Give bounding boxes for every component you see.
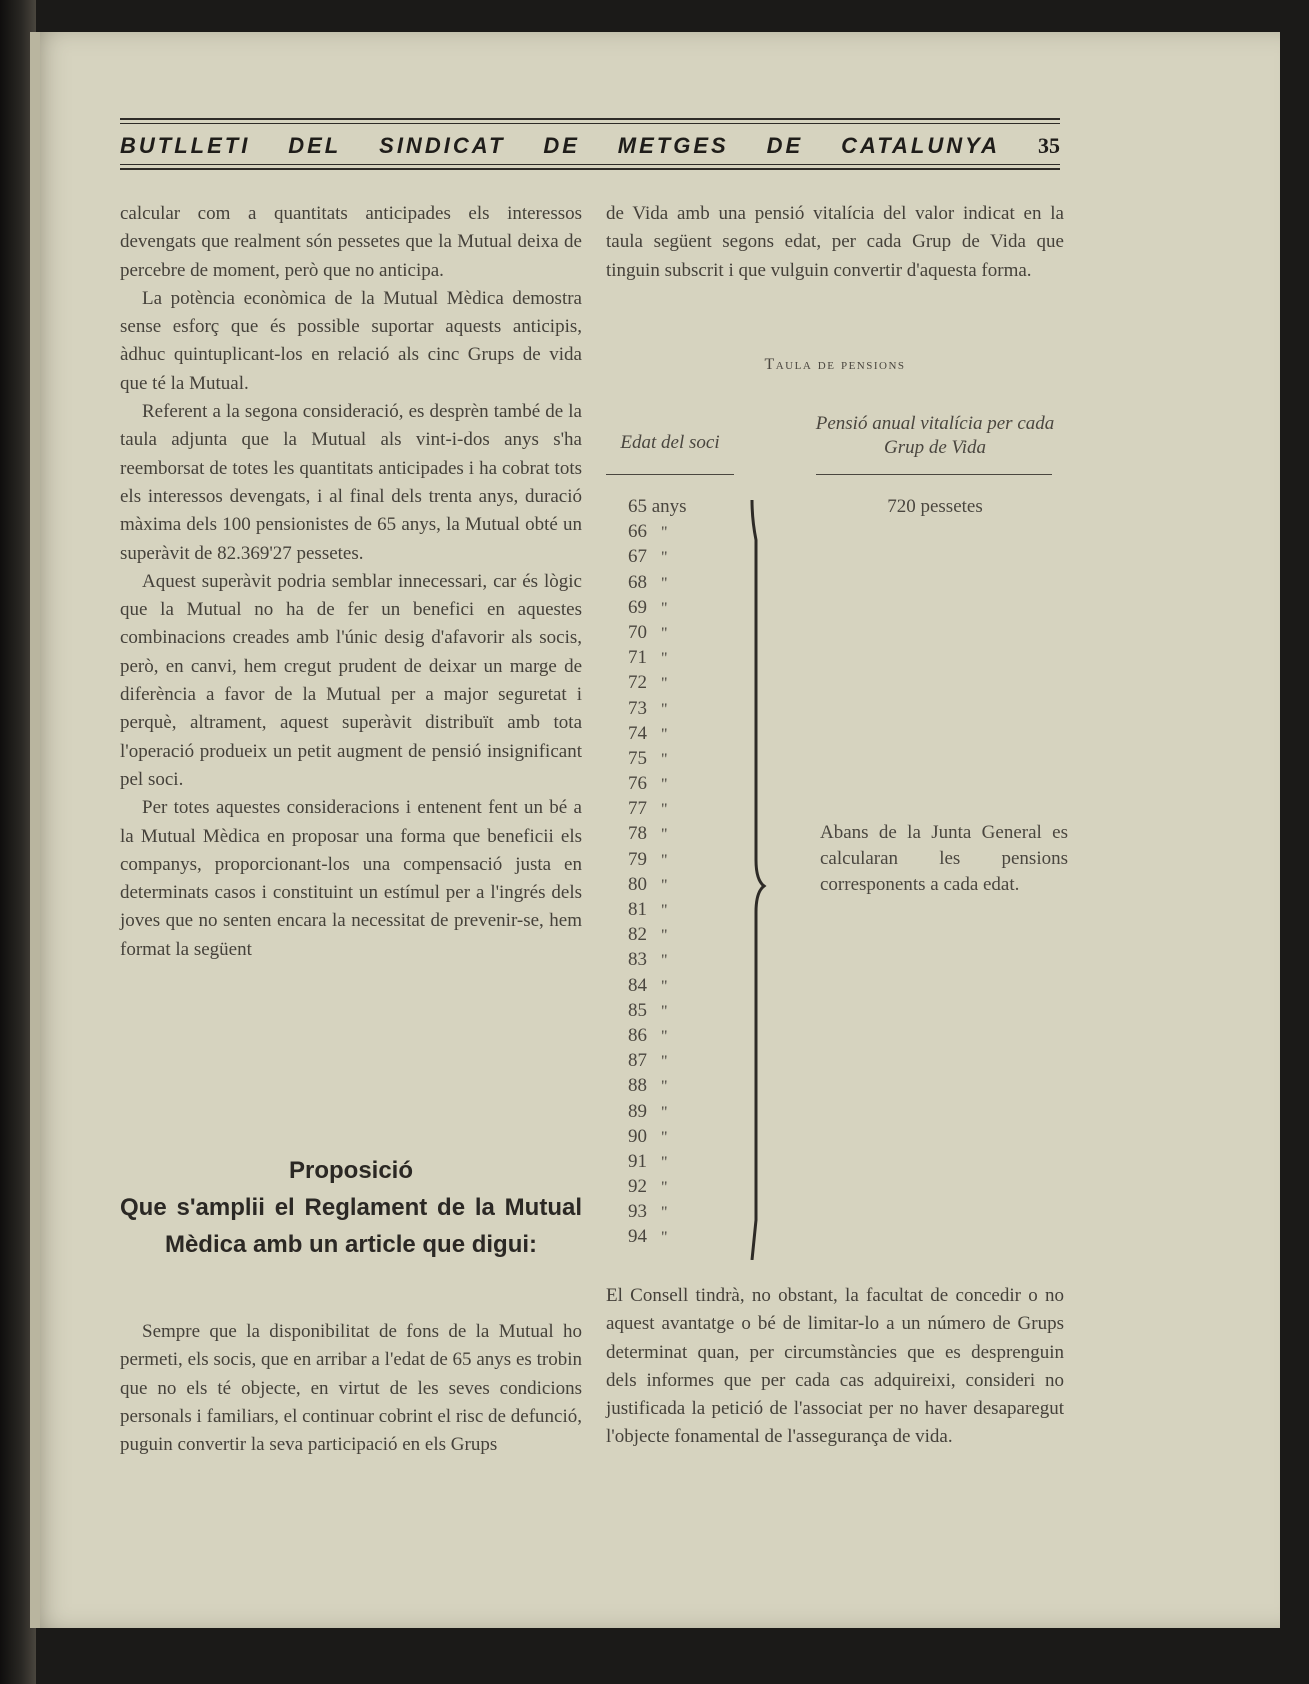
table-note: Abans de la Junta General es calcularan les pensions corresponents a cada edat. <box>820 822 1068 895</box>
age-value: 70 <box>628 621 647 643</box>
ditto-mark: " <box>661 1179 668 1197</box>
age-value: 93 <box>628 1201 647 1223</box>
ditto-mark: " <box>661 1053 668 1071</box>
age-row <box>628 1124 728 1149</box>
age-row <box>628 1073 728 1098</box>
ditto-mark: " <box>661 650 668 668</box>
ditto-mark: " <box>661 524 668 542</box>
ditto-mark: " <box>661 624 668 642</box>
age-value: 88 <box>628 1075 647 1097</box>
ditto-mark: " <box>661 776 668 794</box>
age-row <box>628 570 728 595</box>
age-value: 73 <box>628 697 647 719</box>
ditto-mark: " <box>661 1103 668 1121</box>
ditto-mark: " <box>661 1128 668 1146</box>
header-word: METGES <box>617 133 729 158</box>
age-row <box>628 696 728 721</box>
age-row <box>628 897 728 922</box>
age-row <box>628 721 728 746</box>
header-rule-top-thin <box>120 123 1060 124</box>
age-value: 68 <box>628 571 647 593</box>
age-value: 84 <box>628 974 647 996</box>
page-edge <box>30 32 40 1628</box>
age-row <box>628 1174 728 1199</box>
table-header-rule <box>606 474 734 475</box>
ditto-mark: " <box>661 851 668 869</box>
age-value: 76 <box>628 773 647 795</box>
age-row <box>628 872 728 897</box>
ditto-mark: " <box>661 1027 668 1045</box>
age-value: 92 <box>628 1176 647 1198</box>
age-row <box>628 947 728 972</box>
header-word: DE <box>543 133 580 158</box>
age-row <box>628 645 728 670</box>
header-word: BUTLLETI <box>120 133 251 158</box>
age-value: 80 <box>628 873 647 895</box>
ditto-mark: " <box>661 952 668 970</box>
paragraph: Aquest superàvit podria semblar innecessari, car és lògic que la Mutual no ha de fer un benefici en aquestes combinacions creades amb l'únic desig d'afavorir als socis, però, en canvi, hem cregut prudent de deixar un marge de diferència a favor de la Mutual per a major seguretat i perquè, altrament, aquest superàvit distribuït amb tota l'operació produeix un petit augment de pensió insignificant pel soci. <box>120 570 582 790</box>
age-row <box>628 746 728 771</box>
age-value: 71 <box>628 647 647 669</box>
ditto-mark: " <box>661 700 668 718</box>
right-column-bottom <box>606 1282 1064 1452</box>
ditto-mark: " <box>661 1229 668 1247</box>
header-word: DE <box>766 133 804 158</box>
table-header-age: Edat del soci <box>620 432 720 453</box>
age-value: 90 <box>628 1125 647 1147</box>
page-number: 35 <box>1037 133 1060 158</box>
age-value: 94 <box>628 1226 647 1248</box>
age-row <box>628 620 728 645</box>
age-value: 82 <box>628 924 647 946</box>
age-row <box>628 1023 728 1048</box>
table-header-pension: Pensió anual vitalícia per cada Grup de Vida <box>815 413 1055 458</box>
ditto-mark: " <box>661 725 668 743</box>
age-row <box>628 821 728 846</box>
age-value: 77 <box>628 798 647 820</box>
proposal-title: Proposició <box>288 1157 414 1184</box>
age-row <box>628 519 728 544</box>
age-row <box>628 771 728 796</box>
age-row <box>628 670 728 695</box>
left-column <box>120 200 582 964</box>
age-value: 87 <box>628 1050 647 1072</box>
proposal-heading <box>120 1152 582 1263</box>
age-value: 79 <box>628 848 647 870</box>
ditto-mark: " <box>661 927 668 945</box>
age-row <box>628 922 728 947</box>
age-value: 85 <box>628 999 647 1021</box>
header-word: CATALUNYA <box>841 133 1001 158</box>
paragraph: de Vida amb una pensió vitalícia del valor indicat en la taula següent segons edat, per cada Grup de Vida que tinguin subscrit i que vulguin convertir d'aquesta forma. <box>606 203 1064 281</box>
age-row <box>628 494 728 519</box>
ditto-mark: " <box>661 599 668 617</box>
age-value: 81 <box>628 899 647 920</box>
age-row <box>628 1224 728 1249</box>
paragraph: Sempre que la disponibilitat de fons de la Mutual ho permeti, els socis, que en arribar a l'edat de 65 anys es trobin que no els té objecte, en virtut de les seves condicions personals i familiars, el continuar cobrint el risc de defunció, puguin convertir la seva participació en els Grups <box>120 1321 582 1456</box>
age-row <box>628 847 728 872</box>
ditto-mark: " <box>661 876 668 894</box>
paragraph: La potència econòmica de la Mutual Mèdica demostra sense esforç que és possible suportar aquests anticipis, àdhuc quintuplicant-los en relació als cinc Grups de vida que té la Mutual. <box>120 287 582 394</box>
age-value: 86 <box>628 1024 647 1046</box>
paragraph: El Consell tindrà, no obstant, la facultat de concedir o no aquest avantatge o bé de limitar-lo a un número de Grups determinat quan, per circumstàncies que es desprenguin dels informes que per cada cas adquireixi, consideri no justificada la petició de l'associat per no haver desaparegut l'objecte fonamental de l'assegurança de vida. <box>606 1285 1064 1448</box>
ditto-mark: " <box>661 549 668 567</box>
pension-amount: 720 pessetes <box>887 496 983 517</box>
header-word: DEL <box>288 133 342 158</box>
age-value: 74 <box>628 722 647 744</box>
running-header <box>120 128 1060 164</box>
age-row <box>628 595 728 620</box>
right-column <box>606 200 1064 285</box>
paragraph: calcular com a quantitats anticipades els interessos devengats que realment són pessetes que la Mutual deixa de percebre de moment, però que no anticipa. <box>120 203 582 281</box>
age-row <box>628 973 728 998</box>
age-value: 65 <box>628 496 647 517</box>
header-rule-top <box>120 118 1060 120</box>
age-value: 83 <box>628 949 647 971</box>
age-row <box>628 1149 728 1174</box>
age-value: 75 <box>628 747 647 769</box>
age-value: 78 <box>628 823 647 845</box>
ditto-mark: " <box>661 750 668 768</box>
age-value: 91 <box>628 1150 647 1172</box>
ditto-mark: " <box>661 902 668 919</box>
ditto-mark: " <box>661 574 668 592</box>
ditto-mark: " <box>661 801 668 819</box>
brace <box>748 500 768 1260</box>
age-unit: anys <box>647 496 687 517</box>
age-row <box>628 1099 728 1124</box>
table-title: Taula de pensions <box>764 356 906 373</box>
ditto-mark: " <box>661 1204 668 1222</box>
ditto-mark: " <box>661 977 668 995</box>
ditto-mark: " <box>661 1002 668 1020</box>
proposal-subtitle: Que s'amplii el Reglament de la Mutual Mèdica amb un article que digui: <box>120 1194 582 1258</box>
ditto-mark: " <box>661 1153 668 1171</box>
table-header-rule <box>816 474 1052 475</box>
age-value: 66 <box>628 521 647 543</box>
age-row <box>628 1048 728 1073</box>
paragraph: Per totes aquestes consideracions i entenent fent un bé a la Mutual Mèdica en proposar una forma que beneficii els companys, proporcionant-los una compensació justa en determinats casos i constituint un estímul per a l'ingrés dels joves que no senten encara la necessitat de prevenir-se, hem format la següent <box>120 797 582 960</box>
ditto-mark: " <box>661 1078 668 1096</box>
left-column-bottom <box>120 1318 582 1459</box>
age-row <box>628 796 728 821</box>
header-rule-bottom-thin <box>120 164 1060 165</box>
ditto-mark: " <box>661 826 668 844</box>
age-value: 69 <box>628 596 647 618</box>
age-row <box>628 544 728 569</box>
header-word: SINDICAT <box>379 133 506 158</box>
age-row <box>628 1199 728 1224</box>
age-value: 67 <box>628 546 647 568</box>
age-value: 89 <box>628 1100 647 1122</box>
paragraph: Referent a la segona consideració, es desprèn també de la taula adjunta que la Mutual als vint-i-dos anys s'ha reemborsat de totes les quantitats anticipades i ha cobrat tots els interessos devengats, i al final dels trenta anys, duració màxima dels 100 pensionistes de 65 anys, la Mutual obté un superàvit de 82.369'27 pessetes. <box>120 401 582 564</box>
header-rule-bottom <box>120 168 1060 170</box>
age-list <box>628 494 728 1250</box>
ditto-mark: " <box>661 675 668 693</box>
age-row <box>628 998 728 1023</box>
age-value: 72 <box>628 672 647 694</box>
